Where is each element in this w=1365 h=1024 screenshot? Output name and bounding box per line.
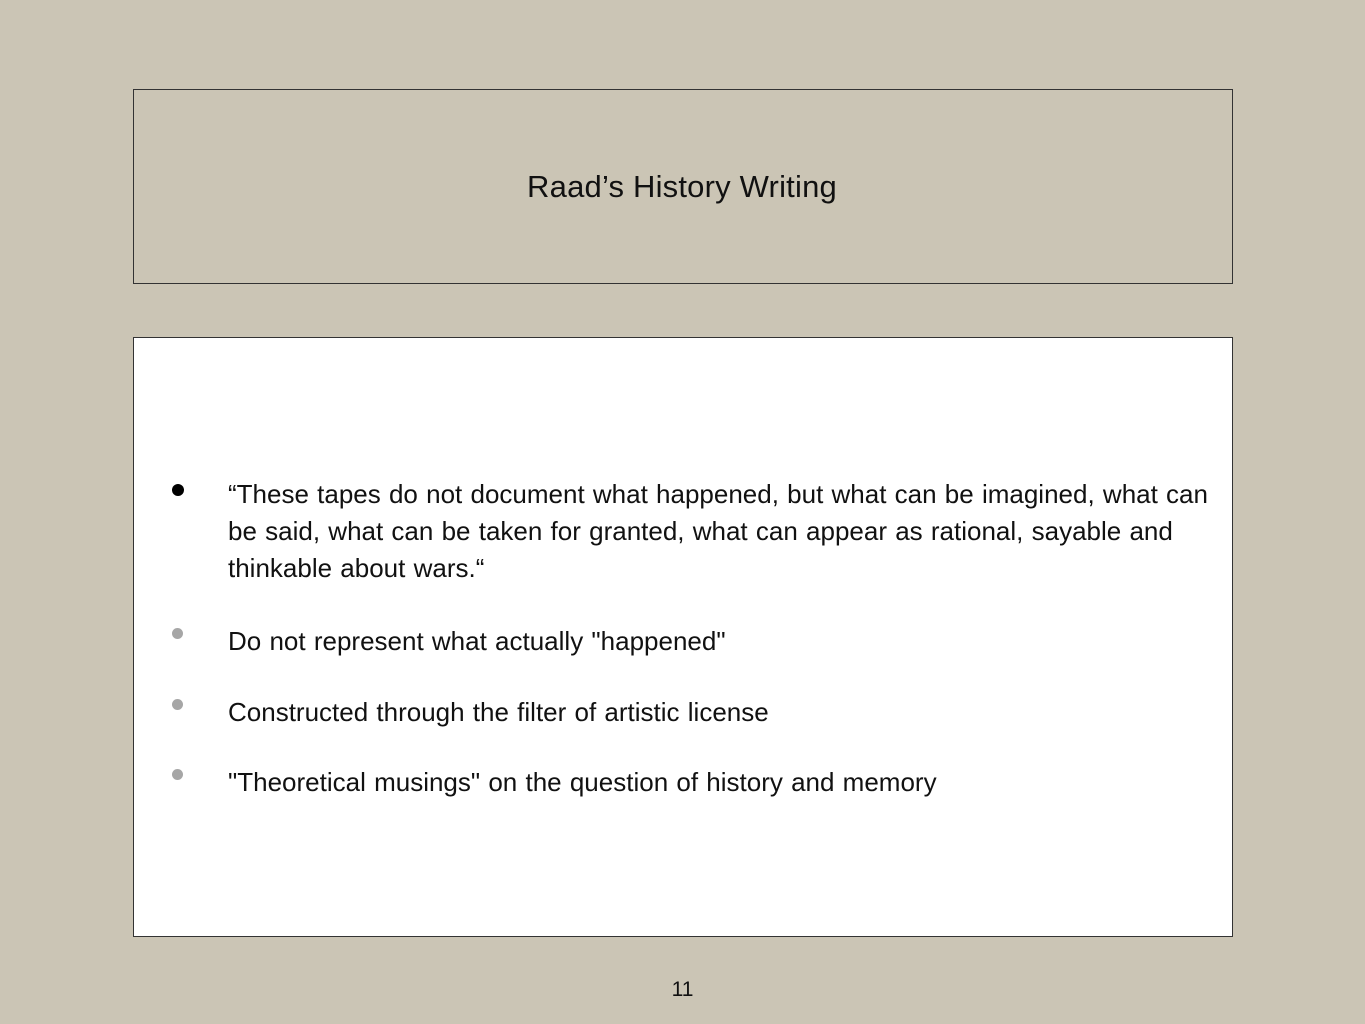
slide-content-box bbox=[133, 337, 1233, 937]
bullet-text: Do not represent what actually "happened" bbox=[228, 626, 726, 656]
bullet-text: “These tapes do not document what happened, but what can be imagined, what can be said, what can be taken for granted, what can appear as rational, sayable and thinkable about wars.“ bbox=[228, 479, 1208, 583]
bullet-dot-icon bbox=[172, 699, 183, 710]
slide-title-box bbox=[133, 89, 1233, 284]
page-number: 11 bbox=[671, 978, 694, 1001]
bullet-dot-icon bbox=[172, 484, 184, 496]
bullet-text: "Theoretical musings" on the question of history and memory bbox=[228, 767, 937, 797]
bullet-text: Constructed through the filter of artistic license bbox=[228, 697, 769, 727]
slide-title: Raad’s History Writing bbox=[527, 168, 837, 204]
bullet-dot-icon bbox=[172, 769, 183, 780]
bullet-dot-icon bbox=[172, 628, 183, 639]
